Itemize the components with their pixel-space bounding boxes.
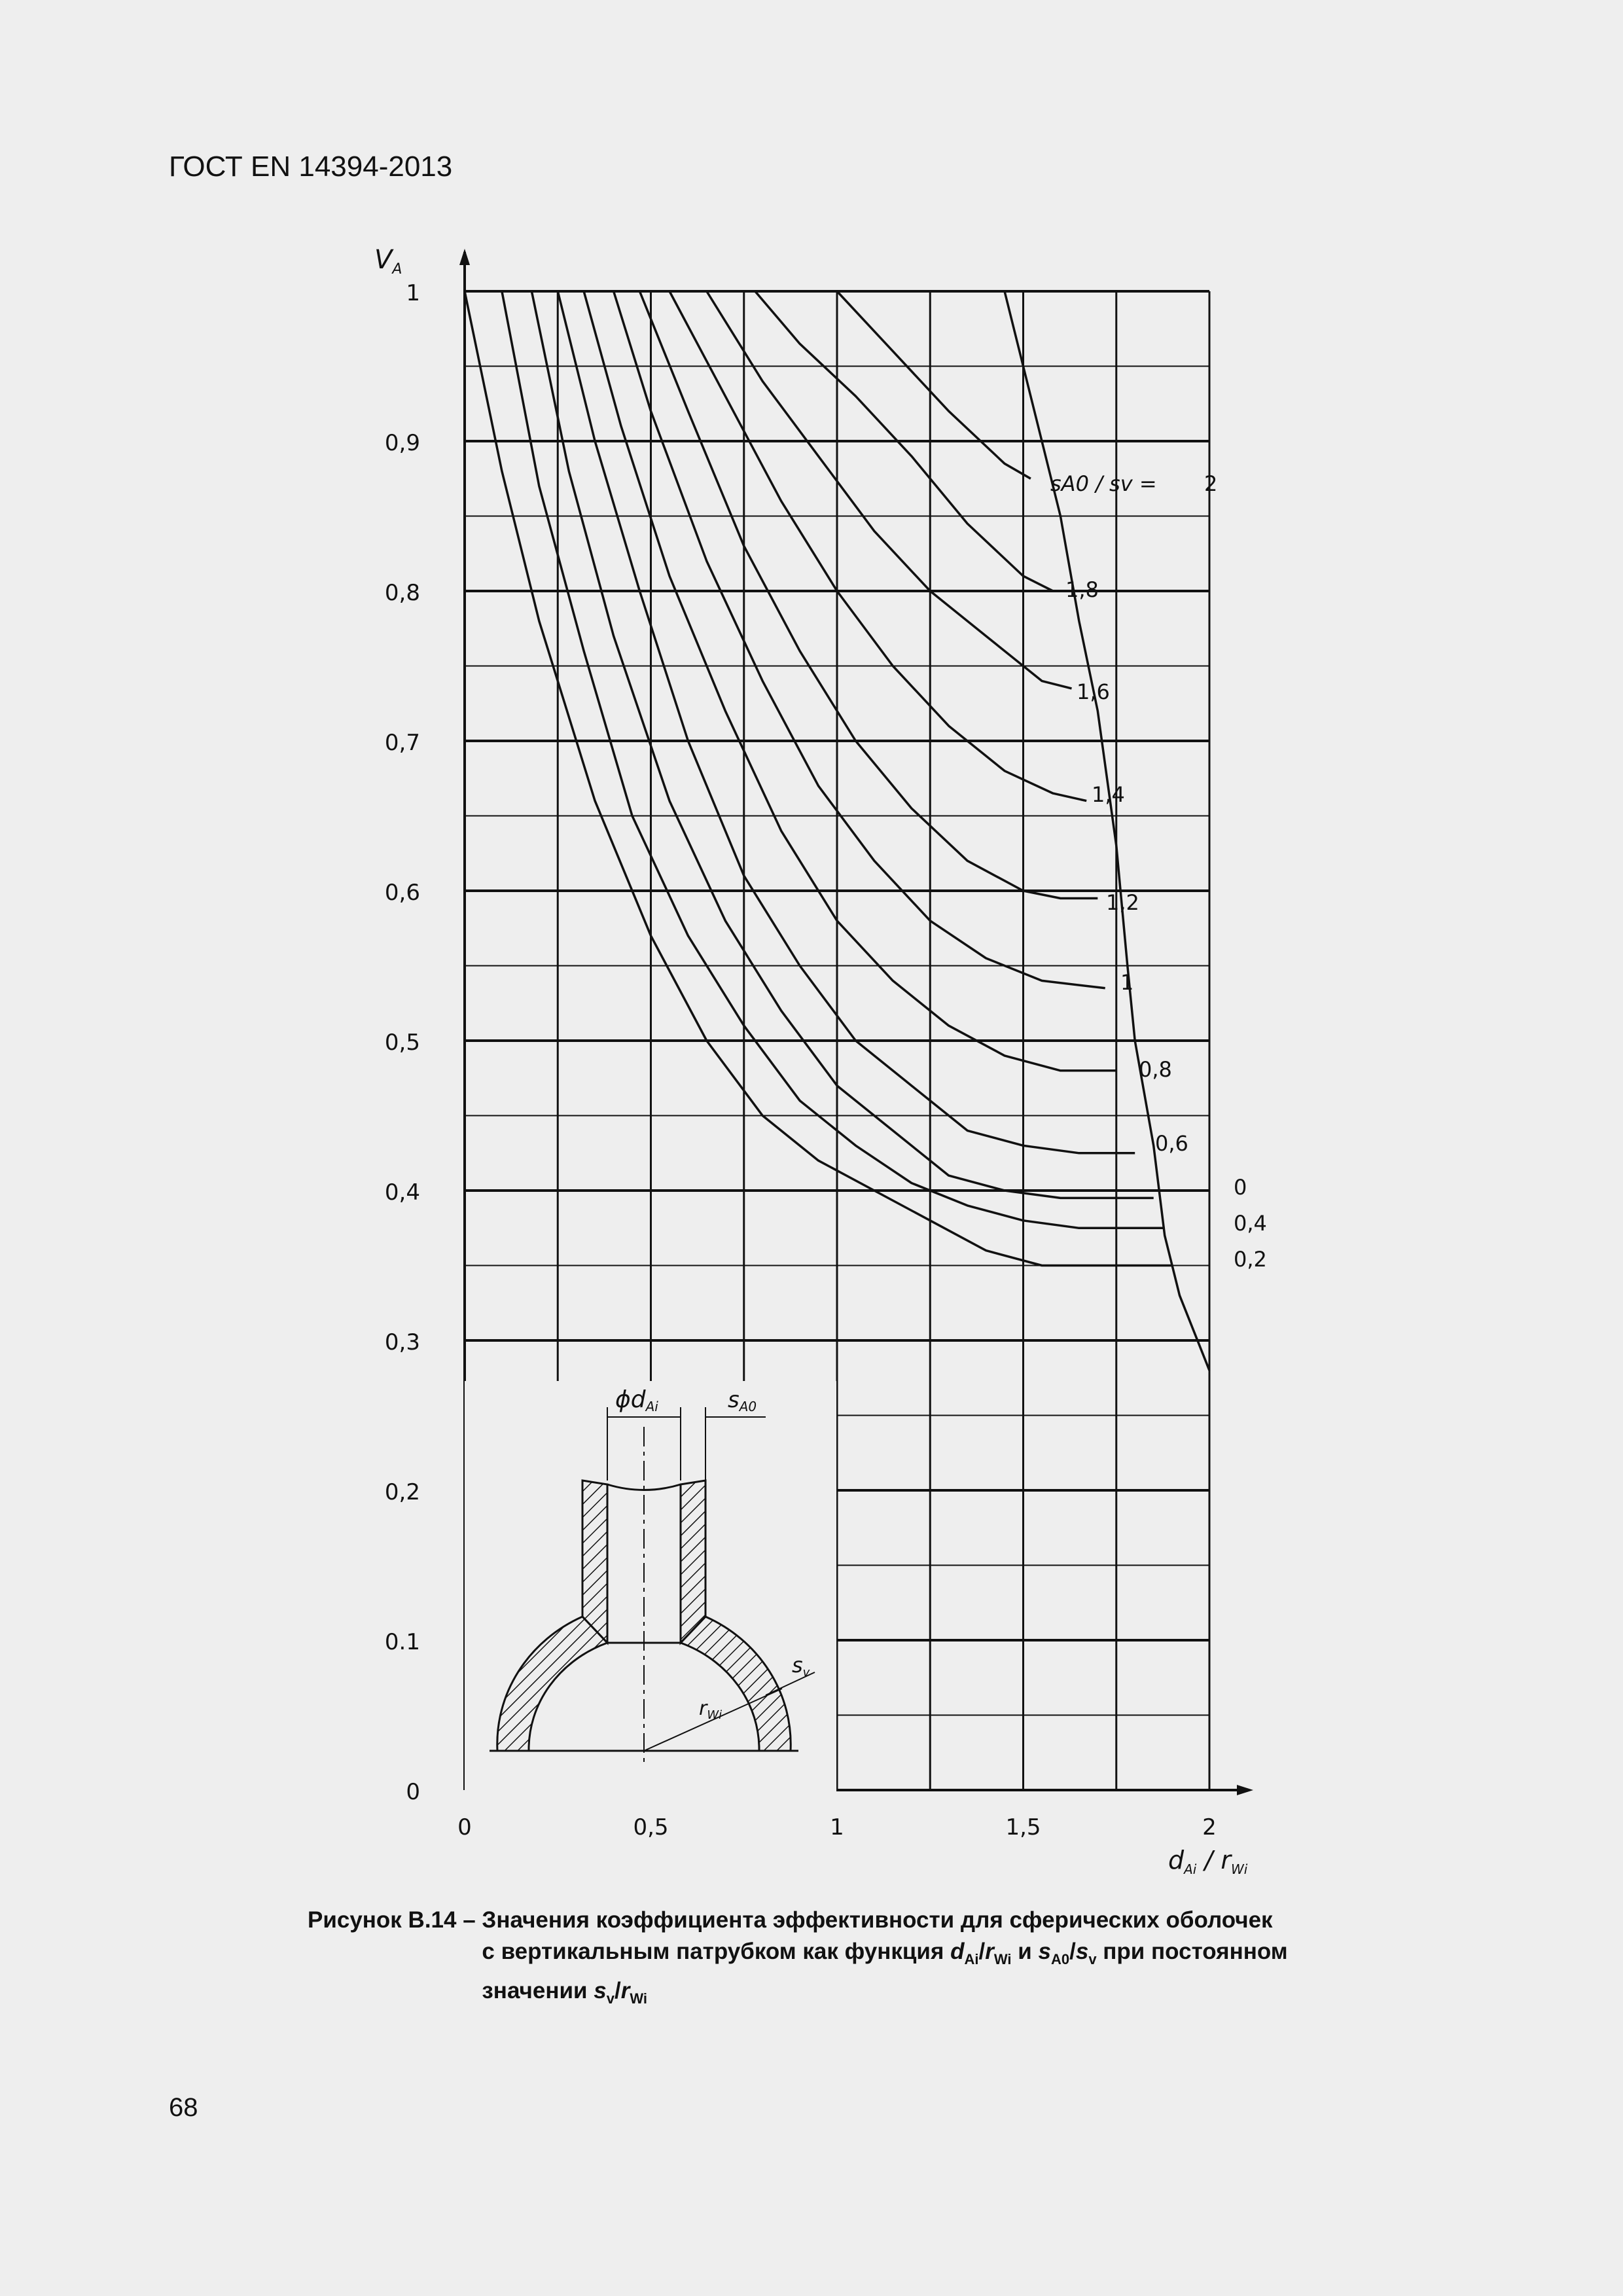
- curve-label: 1: [1120, 970, 1134, 995]
- y-tick-label: 0,6: [384, 880, 420, 906]
- curve-series: [584, 291, 1116, 1071]
- x-tick-label: 1,5: [1005, 1814, 1041, 1840]
- curve-series: [837, 291, 1031, 478]
- x-axis-arrow: [1237, 1785, 1253, 1795]
- inset-r-label: $r_{Wi}$: [699, 1697, 722, 1722]
- page-number: 68: [169, 2093, 198, 2122]
- y-axis-label: $V_A$: [374, 245, 402, 278]
- y-tick-label: 0,3: [384, 1329, 420, 1355]
- y-tick-label: 0,8: [384, 580, 420, 606]
- y-tick-label: 0: [406, 1779, 420, 1805]
- nozzle-diagram: [465, 1381, 836, 1800]
- y-tick-label: 0,9: [384, 430, 420, 456]
- inset-s-label: sA0: [728, 1387, 757, 1414]
- curve-series: [531, 291, 1153, 1198]
- curve-series: [1005, 291, 1209, 1371]
- curve-label: 1,4: [1092, 782, 1125, 807]
- curve-series: [558, 291, 1135, 1153]
- figure-caption: Рисунок В.14 – Значения коэффициента эффективности для сферических оболочек с вертикальным патрубком как функция $d_{Ai}/r_{Wi}$ и $s_{A0}/s_v$ при постоянном значении $s_v/r_{Wi}$: [308, 1907, 1288, 2007]
- y-tick-label: 0,7: [384, 730, 420, 756]
- curve-label: 0,4: [1234, 1211, 1267, 1236]
- curve-series: [502, 291, 1165, 1228]
- x-tick-label: 2: [1202, 1814, 1217, 1840]
- curve-label: 2: [1204, 471, 1218, 496]
- curve-label: 1,2: [1106, 890, 1139, 915]
- curve-label: 0: [1234, 1175, 1247, 1200]
- y-tick-label: 0,5: [384, 1030, 420, 1056]
- curve-label: 0,6: [1155, 1131, 1188, 1156]
- nozzle-right-wall: [681, 1480, 705, 1643]
- y-tick-label: 0.1: [384, 1629, 420, 1655]
- inset-d-label: ϕdAi: [615, 1386, 658, 1414]
- legend-title: sA0 / sv =: [1050, 471, 1157, 496]
- curve-label: 0,8: [1139, 1057, 1172, 1082]
- nozzle-left-wall: [582, 1480, 607, 1643]
- x-tick-label: 1: [830, 1814, 844, 1840]
- curve-series: [707, 291, 1072, 689]
- y-tick-label: 0,4: [384, 1179, 420, 1206]
- y-axis-arrow: [459, 249, 470, 265]
- curve-label: 1,8: [1065, 577, 1099, 602]
- x-tick-label: 0,5: [633, 1814, 669, 1840]
- y-tick-label: 0,2: [384, 1479, 420, 1505]
- inset-sv-label: sv: [792, 1653, 810, 1679]
- doc-title: ГОСТ EN 14394-2013: [169, 151, 453, 183]
- curve-series: [465, 291, 1172, 1266]
- curve-label: 1,6: [1077, 679, 1110, 704]
- y-tick-label: 1: [406, 280, 420, 306]
- curve-series: [639, 291, 1097, 899]
- x-tick-label: 0: [457, 1814, 472, 1840]
- x-axis-label: $d_{Ai} / r_{Wi}$: [1168, 1846, 1248, 1877]
- curve-label: 0,2: [1234, 1247, 1267, 1272]
